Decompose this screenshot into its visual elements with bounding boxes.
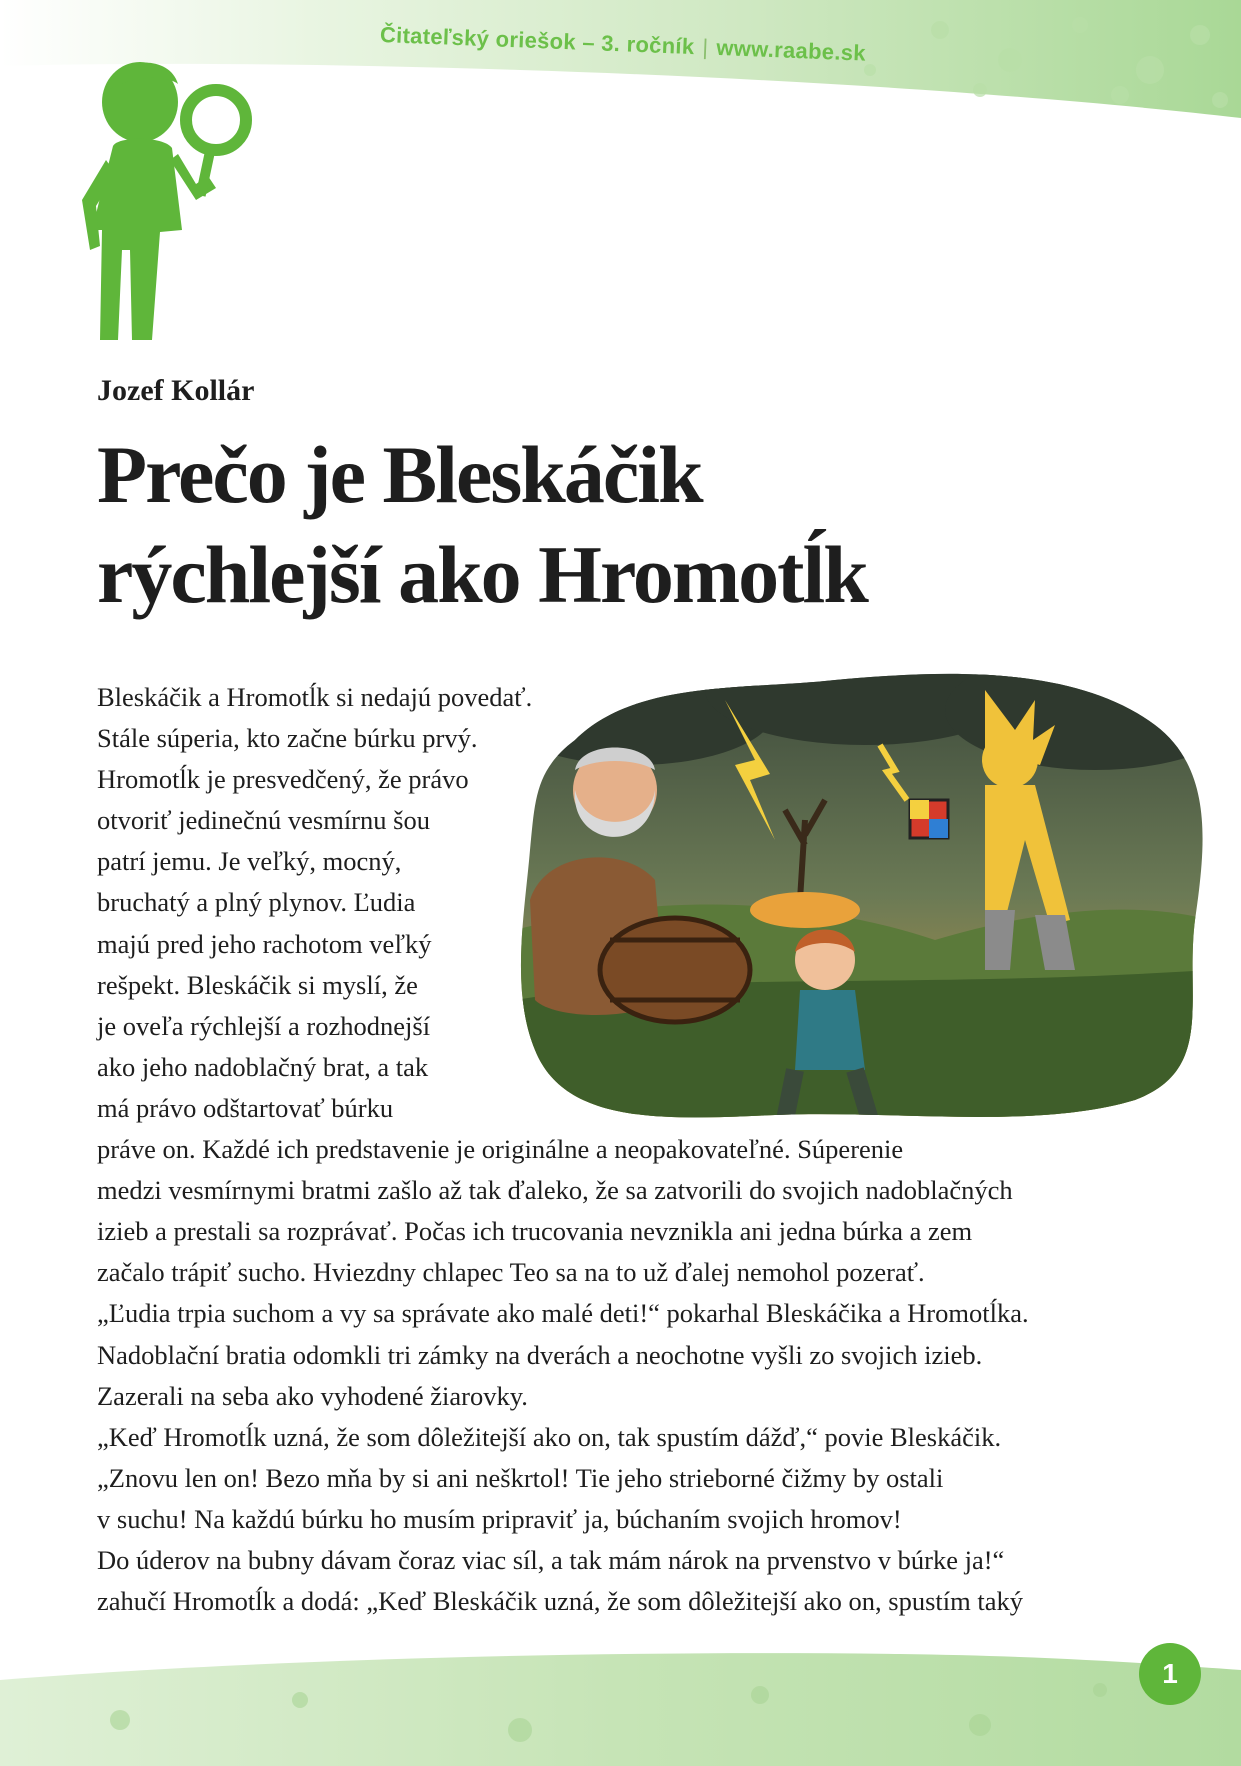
body-line: „Keď Hromotĺk uzná, že som dôležitejší ako on, tak spustím dážď,“ povie Bleskáčik. — [97, 1421, 1002, 1452]
body-line: otvoriť jedinečnú vesmírnu šou — [97, 805, 430, 836]
body-line: „Znovu len on! Bezo mňa by si ani neškrtol! Tie jeho strieborné čižmy by ostali — [97, 1462, 944, 1493]
body-line: Stále súperia, kto začne búrku prvý. — [97, 723, 478, 754]
body-line: má právo odštartovať búrku — [97, 1092, 394, 1123]
series-name: Čitateľský oriešok – 3. ročník — [379, 22, 695, 60]
body-line: začalo trápiť sucho. Hviezdny chlapec Teo sa na to už ďalej nemohol pozerať. — [97, 1257, 925, 1288]
body-line: patrí jemu. Je veľký, mocný, — [97, 846, 402, 877]
body-line: Do úderov na bubny dávam čoraz viac síl, a tak mám nárok na prvenstvo v búrke ja!“ — [97, 1544, 1005, 1575]
header-separator: | — [701, 34, 709, 60]
body-line: majú pred jeho rachotom veľký — [97, 928, 432, 959]
body-line: v suchu! Na každú búrku ho musím pripraviť ja, búchaním svojich hromov! — [97, 1503, 902, 1534]
body-line: Bleskáčik a Hromotĺk si nedajú povedať. — [97, 682, 533, 712]
body-line: Zazerali na seba ako vyhodené žiarovky. — [97, 1380, 528, 1411]
title-line: Prečo je Bleskáčik — [97, 429, 702, 520]
body-line: izieb a prestali sa rozprávať. Počas ich trucovania nevznikla ani jedna búrka a zem — [97, 1216, 973, 1247]
article-body — [97, 677, 1177, 1622]
body-line: ako jeho nadoblačný brat, a tak — [97, 1051, 429, 1082]
author-name: Jozef Kollár — [97, 374, 255, 407]
body-line: rešpekt. Bleskáčik si myslí, že — [97, 969, 418, 1000]
body-line: „Ľudia trpia suchom a vy sa správate ako malé deti!“ pokarhal Bleskáčika a Hromotĺka. — [97, 1298, 1029, 1329]
body-line: zahučí Hromotĺk a dodá: „Keď Bleskáčik uzná, že som dôležitejší ako on, spustím taký — [97, 1586, 1023, 1617]
body-line: Nadoblační bratia odomkli tri zámky na dverách a neochotne vyšli zo svojich izieb. — [97, 1339, 983, 1370]
body-line: bruchatý a plný plynov. Ľudia — [97, 887, 416, 918]
website-link[interactable]: www.raabe.sk — [715, 34, 867, 66]
body-line: Hromotĺk je presvedčený, že právo — [97, 764, 469, 795]
body-line: je oveľa rýchlejší a rozhodnejší — [97, 1010, 431, 1041]
child-with-magnifying-glass-icon — [78, 50, 258, 340]
footer-band — [0, 1640, 1241, 1766]
body-line: medzi vesmírnymi bratmi zašlo až tak ďaleko, že sa zatvorili do svojich nadoblačných — [97, 1175, 1013, 1206]
body-line: práve on. Každé ich predstavenie je originálne a neopakovateľné. Súperenie — [97, 1134, 904, 1165]
page-number-badge: 1 — [1139, 1643, 1201, 1705]
title-line: rýchlejší ako Hromotĺk — [97, 529, 867, 620]
article-title — [97, 425, 1177, 625]
